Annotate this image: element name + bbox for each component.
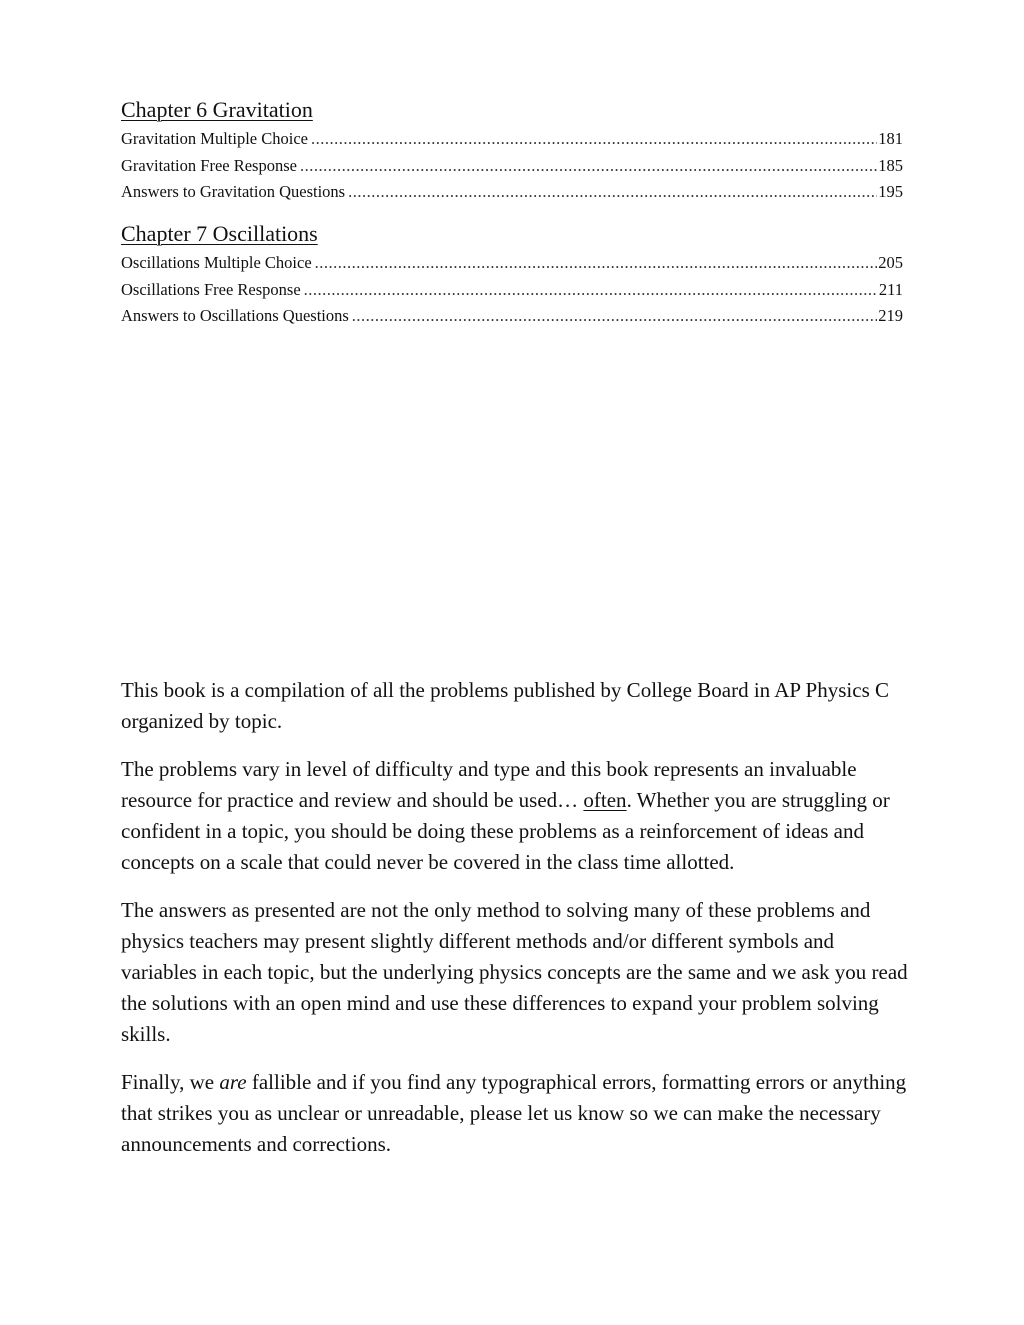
toc-entry-label: Answers to Oscillations Questions — [121, 306, 349, 325]
chapter-7-heading[interactable]: Chapter 7 Oscillations — [121, 221, 318, 246]
toc-entry[interactable] — [121, 153, 903, 180]
toc-entry[interactable] — [121, 179, 903, 206]
book-introduction — [121, 675, 911, 1177]
toc-leader-dots — [315, 250, 878, 277]
emphasis-often: often — [583, 788, 627, 812]
toc-leader-dots — [304, 277, 878, 304]
toc-entry-label: Oscillations Free Response — [121, 279, 301, 299]
toc-leader-dots — [352, 303, 877, 330]
emphasis-are: are — [219, 1070, 247, 1094]
intro-p4-text-rest: fallible and if you find any typographical errors, formatting errors or anything that strikes you as unclear or unreadable, please let us know so we can make the necessary announcements and corrections. — [121, 1070, 907, 1156]
toc-page-number: 185 — [878, 155, 903, 175]
toc-page-number: 219 — [878, 306, 903, 325]
toc-entry-label: Answers to Gravitation Questions — [121, 182, 346, 201]
intro-p2-text: The problems vary in level of difficulty and type and this book represents an invaluable resource for practice and review and should be used… — [121, 757, 857, 812]
toc-chapter-6 — [121, 97, 903, 206]
toc-entry[interactable] — [121, 250, 903, 277]
toc-leader-dots — [311, 126, 877, 153]
toc-page-number: 195 — [878, 182, 903, 201]
intro-p2-text-rest: . Whether you are struggling or confident in a topic, you should be doing these problems as a reinforcement of ideas and concepts on a scale that could never be covered in the class time allotted. — [121, 788, 890, 874]
toc-entry-label: Gravitation Multiple Choice — [121, 129, 308, 148]
toc-entry[interactable] — [121, 277, 903, 304]
toc-page-number: 211 — [878, 279, 903, 299]
toc-leader-dots — [300, 153, 877, 180]
toc-entry[interactable] — [121, 126, 903, 153]
intro-paragraph-2 — [121, 754, 911, 878]
toc-entry[interactable] — [121, 303, 903, 330]
intro-paragraph-4 — [121, 1067, 911, 1160]
chapter-6-heading[interactable]: Chapter 6 Gravitation — [121, 97, 313, 122]
toc-page-number: 205 — [878, 253, 903, 272]
intro-p4-text: Finally, we — [121, 1070, 220, 1094]
toc-chapter-7 — [121, 221, 903, 330]
toc-page-number: 181 — [878, 129, 903, 148]
toc-entry-label: Oscillations Multiple Choice — [121, 253, 312, 272]
toc-entry-label: Gravitation Free Response — [121, 155, 297, 175]
intro-paragraph-1: This book is a compilation of all the problems published by College Board in AP Physics C organized by topic. — [121, 678, 889, 733]
toc-leader-dots — [348, 179, 877, 206]
intro-paragraph-3: The answers as presented are not the only method to solving many of these problems and physics teachers may present slightly different methods and/or different symbols and variables in each topic, but the underlying physics concepts are the same and we ask you read the solutions with an open mind and use these differences to expand your problem solving skills. — [121, 898, 908, 1046]
